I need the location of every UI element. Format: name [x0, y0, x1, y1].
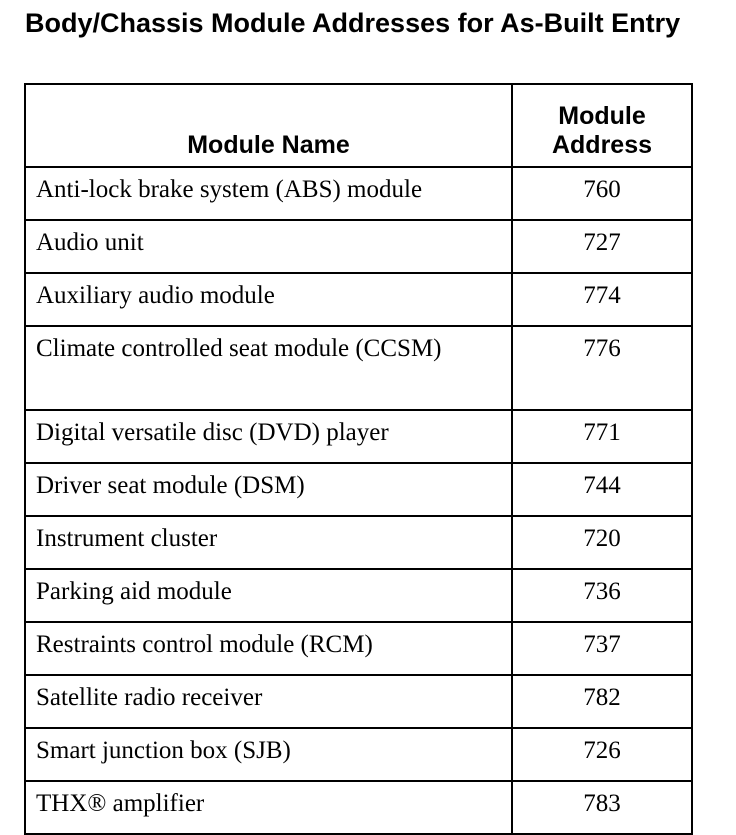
- module-address-cell: 726: [512, 728, 692, 781]
- module-name-cell: Parking aid module: [25, 569, 512, 622]
- page-title: Body/Chassis Module Addresses for As-Built Entry: [25, 8, 681, 38]
- module-address-cell: 727: [512, 220, 692, 273]
- table-row: [25, 622, 692, 675]
- table-row: [25, 728, 692, 781]
- table-row: [25, 167, 692, 220]
- table-row: [25, 410, 692, 463]
- module-name-cell: Anti-lock brake system (ABS) module: [25, 167, 512, 220]
- module-address-cell: 760: [512, 167, 692, 220]
- table-row: [25, 273, 692, 326]
- module-address-table: [24, 83, 693, 835]
- module-name-cell: THX® amplifier: [25, 781, 512, 834]
- module-address-cell: 720: [512, 516, 692, 569]
- module-address-cell: 771: [512, 410, 692, 463]
- module-address-cell: 736: [512, 569, 692, 622]
- module-name-cell: Driver seat module (DSM): [25, 463, 512, 516]
- module-name-cell: Audio unit: [25, 220, 512, 273]
- module-address-cell: 744: [512, 463, 692, 516]
- table-header-row: [25, 84, 692, 167]
- module-name-cell: Smart junction box (SJB): [25, 728, 512, 781]
- module-address-cell: 783: [512, 781, 692, 834]
- table-row: [25, 326, 692, 410]
- module-name-cell: Restraints control module (RCM): [25, 622, 512, 675]
- module-address-cell: 782: [512, 675, 692, 728]
- header-module-address: Module Address: [512, 84, 692, 167]
- table-row: [25, 220, 692, 273]
- module-name-cell: Climate controlled seat module (CCSM): [25, 326, 512, 410]
- module-name-cell: Instrument cluster: [25, 516, 512, 569]
- header-module-name: Module Name: [25, 84, 512, 167]
- table-row: [25, 516, 692, 569]
- module-address-cell: 776: [512, 326, 692, 410]
- module-name-cell: Auxiliary audio module: [25, 273, 512, 326]
- table-row: [25, 463, 692, 516]
- module-name-cell: Digital versatile disc (DVD) player: [25, 410, 512, 463]
- table-row: [25, 675, 692, 728]
- table-row: [25, 569, 692, 622]
- module-address-cell: 737: [512, 622, 692, 675]
- module-name-cell: Satellite radio receiver: [25, 675, 512, 728]
- module-address-cell: 774: [512, 273, 692, 326]
- table-row: [25, 781, 692, 834]
